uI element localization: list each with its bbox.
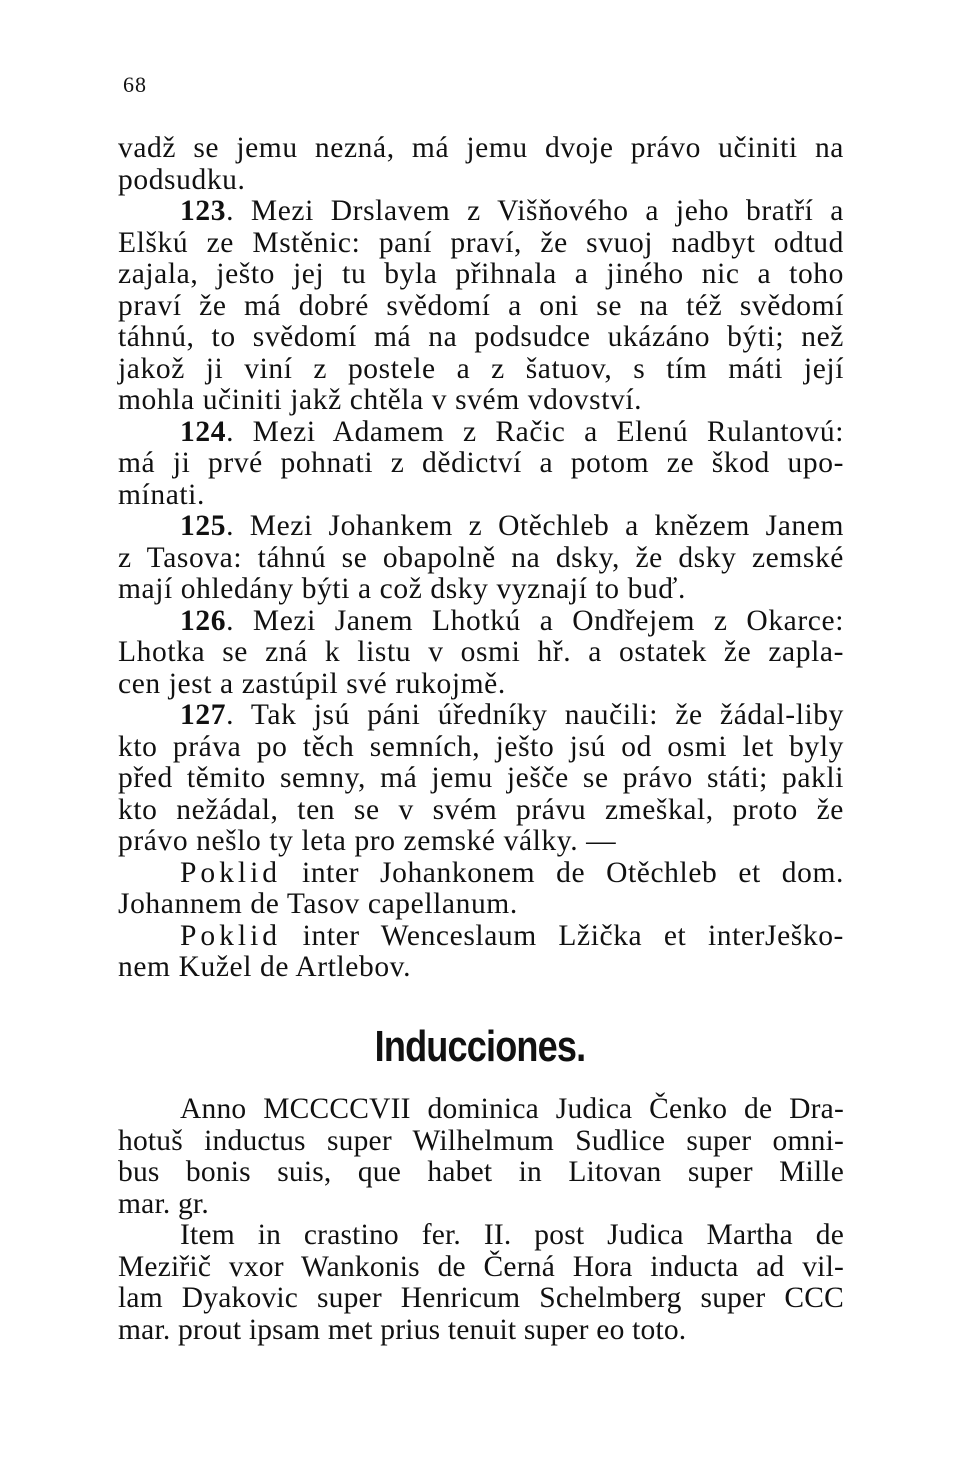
line-text: Elškú ze Mstěnic: paní praví, že svuoj nadbyt odtud <box>118 226 844 259</box>
text-line <box>118 543 844 575</box>
line-text: Lhotka se zná k listu v osmi hř. a ostatek že zapla- <box>118 636 844 668</box>
line-text: . Mezi Janem Lhotkú a Ondřejem z Okarce: <box>226 604 844 637</box>
text-line <box>118 732 844 764</box>
line-text: Anno MCCCCVII dominica Judica Čenko de Dra- <box>180 1093 844 1125</box>
text-line <box>118 448 844 480</box>
paragraph-number: 127 <box>180 699 227 731</box>
text-line <box>118 1189 844 1221</box>
text-line <box>118 322 844 354</box>
text-line <box>118 858 844 890</box>
text-line <box>118 1126 844 1158</box>
line-text: mar. gr. <box>118 1187 209 1220</box>
text-line <box>118 354 844 386</box>
text-line <box>118 921 844 953</box>
spaced-word: Poklid <box>180 856 282 889</box>
line-text: vadž se jemu nezná, má jemu dvoje právo učiniti na <box>118 132 844 164</box>
text-line <box>118 795 844 827</box>
line-text: . Tak jsú páni úředníky naučili: že žádal-liby <box>226 699 844 731</box>
line-text: Meziřič vxor Wankonis de Černá Hora inducta ad vil- <box>118 1250 844 1283</box>
page-number: 68 <box>123 72 147 97</box>
line-text: praví že má dobré svědomí a oni se na též svědomí <box>118 289 844 322</box>
text-line <box>118 1220 844 1252</box>
line-text: zajala, ješto jej tu byla přihnala a jiného nic a toho <box>118 258 844 290</box>
text-line <box>118 606 844 638</box>
line-text: Johannem de Tasov capellanum. <box>118 888 518 920</box>
text-line <box>118 1157 844 1189</box>
text-line <box>118 133 844 165</box>
line-text: cen jest a zastúpil své rukojmě. <box>118 667 506 700</box>
line-text: inter Johankonem de Otěchleb et dom. <box>281 856 844 889</box>
text-line <box>118 669 844 701</box>
section-inducciones <box>118 1094 844 1346</box>
section-podsudky <box>118 133 844 984</box>
paragraph-number: 126 <box>180 604 227 637</box>
line-text: bus bonis suis, que habet in Litovan super Mille <box>118 1156 844 1188</box>
text-line <box>118 1252 844 1284</box>
text-line <box>118 826 844 858</box>
line-text: mají ohledány býti a což dsky vyznají to buď. <box>118 573 686 605</box>
text-line <box>118 700 844 732</box>
text-line <box>118 1283 844 1315</box>
line-text: nem Kužel de Artlebov. <box>118 951 412 983</box>
line-text: mohla učiniti jakž chtěla v svém vdovství. <box>118 384 643 416</box>
text-line <box>118 385 844 417</box>
line-text: . Mezi Adamem z Račic a Elenú Rulantovú: <box>226 415 844 448</box>
spaced-word: Poklid <box>180 919 282 952</box>
line-text: . Mezi Johankem z Otěchleb a knězem Janem <box>226 510 844 542</box>
line-text: . Mezi Drslavem z Višňového a jeho bratří a <box>226 195 844 227</box>
line-text: podsudku. <box>118 163 246 196</box>
line-text: jakož ji viní z postele a z šatuov, s tím máti její <box>118 352 844 385</box>
paragraph-number: 123 <box>180 195 227 227</box>
text-line <box>118 480 844 512</box>
line-text: inter Wenceslaum Lžička et interJeško- <box>281 919 844 952</box>
line-text: kto nežádal, ten se v svém právu zmeškal, proto že <box>118 793 844 826</box>
line-text: právo nešlo ty leta pro zemské války. — <box>118 825 617 857</box>
text-line <box>118 165 844 197</box>
line-text: mínati. <box>118 478 205 511</box>
text-line <box>118 637 844 669</box>
text-line <box>118 763 844 795</box>
line-text: táhnú, to svědomí má na podsudce ukázáno býti; než <box>118 321 844 353</box>
paragraph-number: 125 <box>180 510 227 542</box>
line-text: z Tasova: táhnú se obapolně na dsky, že dsky zemské <box>118 541 844 574</box>
line-text: před těmito semny, má jemu ješče se právo státi; pakli <box>118 762 844 794</box>
line-text: hotuš inductus super Wilhelmum Sudlice super omni- <box>118 1124 844 1157</box>
text-line <box>118 889 844 921</box>
line-text: má ji prvé pohnati z dědictví a potom ze škod upo- <box>118 447 844 479</box>
section-heading: Inducciones. <box>374 1022 586 1071</box>
text-line <box>118 228 844 260</box>
text-line <box>118 1315 844 1347</box>
paragraph-number: 124 <box>180 415 227 448</box>
text-line <box>118 259 844 291</box>
text-line <box>118 196 844 228</box>
text-line <box>118 574 844 606</box>
line-text: kto práva po těch semních, ješto jsú od osmi let byly <box>118 730 844 763</box>
line-text: lam Dyakovic super Henricum Schelmberg super CCC <box>118 1282 844 1314</box>
line-text: mar. prout ipsam met prius tenuit super eo toto. <box>118 1313 687 1346</box>
text-line <box>118 511 844 543</box>
text-line <box>118 952 844 984</box>
text-line <box>118 291 844 323</box>
text-line <box>118 1094 844 1126</box>
line-text: Item in crastino fer. II. post Judica Martha de <box>180 1219 844 1251</box>
text-line <box>118 417 844 449</box>
